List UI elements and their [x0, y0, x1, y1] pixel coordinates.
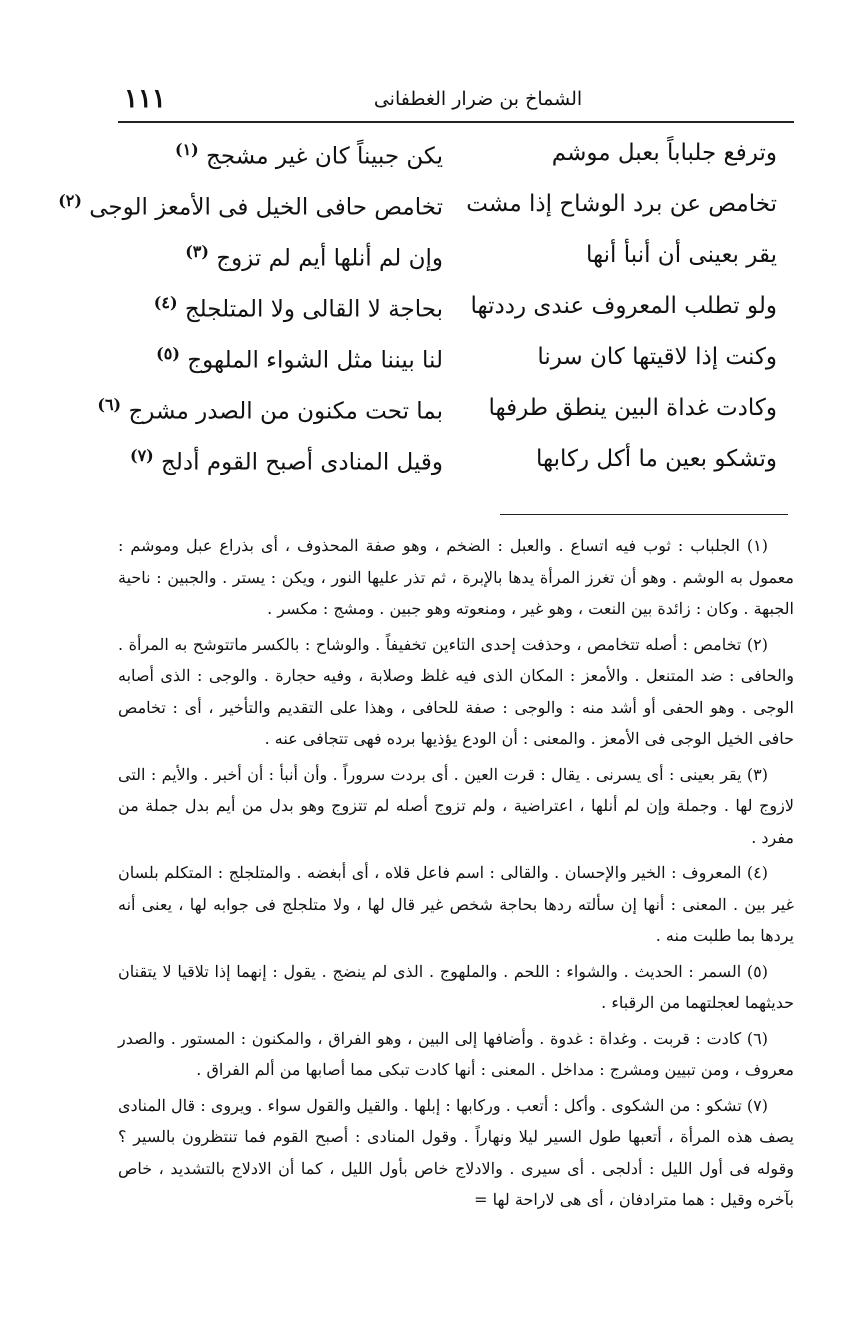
- verse-7-second-hemistich: [125, 446, 443, 476]
- footnote-2-text: (٢) تخامص : أصله تتخامص ، وحذفت إحدى التاءين تخفيفاً . والوشاح : بالكسر ماتتوشح به المرأة . والحافى : ضد المتنعل . والأمعز : المكان الذى فيه غلظ وصلابة ، وفيه حجارة . والوجى : الذى أصابه الوجى . وهو الحفى أو أشد منه : والوجى : صفة للحافى ، وهذا على التقديم والتأخير ، أى : تخامص حافى الخيل الوجى فى الأمعز . والمعنى : أن الودع يؤذيها برده فهى تتجافى عنه .: [118, 634, 794, 748]
- verse-7-first-hemistich: وتشكو بعين ما أكل ركابها: [536, 446, 777, 472]
- footnote-6-text: (٦) كادت : قربت . وغداة : غدوة . وأضافها إلى البين ، وهو الفراق ، والمكنون : المستور . والصدر معروف ، ومن تبيين ومشرج : مداخل . المعنى : أنها كادت تبكى مما أصابها من ألم الفراق .: [118, 1028, 794, 1079]
- verse-5-second-text: لنا بيننا مثل الشواء الملهوج: [187, 347, 443, 374]
- verse-5: [125, 344, 785, 394]
- verse-7-second-text: وقيل المنادى أصبح القوم أدلج: [161, 449, 443, 476]
- verse-1-first-hemistich: وترفع جلباباً بعبل موشم: [551, 140, 777, 166]
- footnote-1-text: (١) الجلباب : ثوب فيه اتساع . والعبل : الضخم ، وهو صفة المحذوف ، أى بذراع عبل وموشم : معمول به الوشم . وهو أن تغرز المرأة يدها بالإبرة ، ثم تذر عليها النور ، ويكن : يستر . والجبين : ناحية الجبهة . وكان : زائدة بين النعت ، وهو غير ، ومنعوته وهو جبين . ومشج : مكسر .: [118, 536, 794, 618]
- verse-6-second-text: بما تحت مكنون من الصدر مشرج: [128, 398, 443, 425]
- verse-2-second-text: تخامص حافى الخيل فى الأمعز الوجى: [89, 194, 443, 221]
- verse-2-note-marker: (٢): [58, 191, 82, 210]
- footnote-5-text: (٥) السمر : الحديث . والشواء : اللحم . والملهوج . الذى لم ينضج . يقول : إنهما إذا تلاقيا لا يتقنان حديثهما لعجلتهما من الرقباء .: [118, 961, 794, 1012]
- verse-4-second-hemistich: [125, 293, 443, 323]
- footnote-2: [118, 629, 794, 755]
- verse-4-second-text: بحاجة لا القالى ولا المتلجلج: [184, 296, 443, 323]
- verse-7: [125, 446, 785, 496]
- verse-6-second-hemistich: [97, 395, 443, 425]
- footnote-7-text: (٧) تشكو : من الشكوى . وأكل : أتعب . وركابها : إبلها . والقيل والقول سواء . ويروى : قال المنادى يصف هذه المرأة ، أتعبها طول السير ليلا ونهاراً . وقول المنادى : أصبح القوم فما تنتظرون بالسير ؟ وقوله فى أول الليل : أدلجى . أى سيرى . والادلاج خاص بأول الليل ، كما أن الادلاج بالتشديد ، خاص بآخره وقيل : هما مترادفان ، أى هى لاراحة لها =: [118, 1095, 795, 1209]
- verse-1-second-hemistich: [125, 140, 443, 170]
- verse-3-second-hemistich: [125, 242, 443, 272]
- verse-4: [125, 293, 785, 343]
- verse-1: [125, 140, 785, 190]
- footnote-5: [118, 956, 794, 1019]
- verse-5-second-hemistich: [125, 344, 443, 374]
- footnote-4-text: (٤) المعروف : الخير والإحسان . والقالى : اسم فاعل قلاه ، أى أبغضه . والمتلجلج : المتكلم بلسان غير بين . المعنى : أنها إن سألته ردها بحاجة شخص غير قال لها ، ولا متلجلج فى جوابه لها ، يعنى أنه يردها بما طلبت منه .: [118, 863, 795, 945]
- verse-4-note-marker: (٤): [153, 293, 178, 312]
- footnote-3: [118, 759, 794, 854]
- verse-5-first-hemistich: وكنت إذا لاقيتها كان سرنا: [537, 344, 777, 370]
- verse-1-second-text: يكن جبيناً كان غير مشجج: [206, 143, 443, 170]
- verse-2-first-hemistich: تخامص عن برد الوشاح إذا مشت: [466, 191, 777, 217]
- verse-5-note-marker: (٥): [156, 344, 180, 363]
- footnote-7: [118, 1090, 794, 1216]
- verse-6: [97, 395, 785, 445]
- verse-4-first-hemistich: ولو تطلب المعروف عندى رددتها: [470, 293, 777, 319]
- verse-6-first-hemistich: وكادت غداة البين ينطق طرفها: [488, 395, 777, 421]
- verse-7-note-marker: (٧): [129, 446, 154, 465]
- verse-3-note-marker: (٣): [185, 242, 209, 261]
- header-rule: [118, 121, 794, 123]
- verse-3-second-text: وإن لم أنلها أيم لم تزوج: [216, 245, 443, 272]
- verse-2-second-hemistich: [58, 191, 443, 221]
- verse-3-first-hemistich: يقر بعينى أن أنبأ أنها: [586, 242, 777, 268]
- verse-6-note-marker: (٦): [97, 395, 122, 414]
- footnote-3-text: (٣) يقر بعينى : أى يسرنى . يقال : قرت العين . أى بردت سروراً . وأن أنبأ : أن أخبر . والأيم : التى لازوج لها . وجملة وإن لم أنلها ، اعتراضية ، ولم تزوج أصله لم تتزوج وهو بدل من أيم بدل جملة من مفرد .: [118, 764, 794, 847]
- page-number: ١١١: [124, 84, 166, 114]
- footnote-4: [118, 857, 794, 952]
- poem: [58, 140, 785, 500]
- verse-3: [125, 242, 785, 292]
- footnotes-separator: [500, 514, 788, 515]
- footnote-1: [118, 530, 794, 625]
- footnote-6: [118, 1023, 794, 1086]
- page-header: [118, 84, 794, 120]
- running-title: الشماخ بن ضرار الغطفانى: [373, 88, 583, 110]
- footnotes: [118, 530, 794, 1305]
- verse-1-note-marker: (١): [174, 140, 199, 159]
- verse-2: [58, 191, 785, 241]
